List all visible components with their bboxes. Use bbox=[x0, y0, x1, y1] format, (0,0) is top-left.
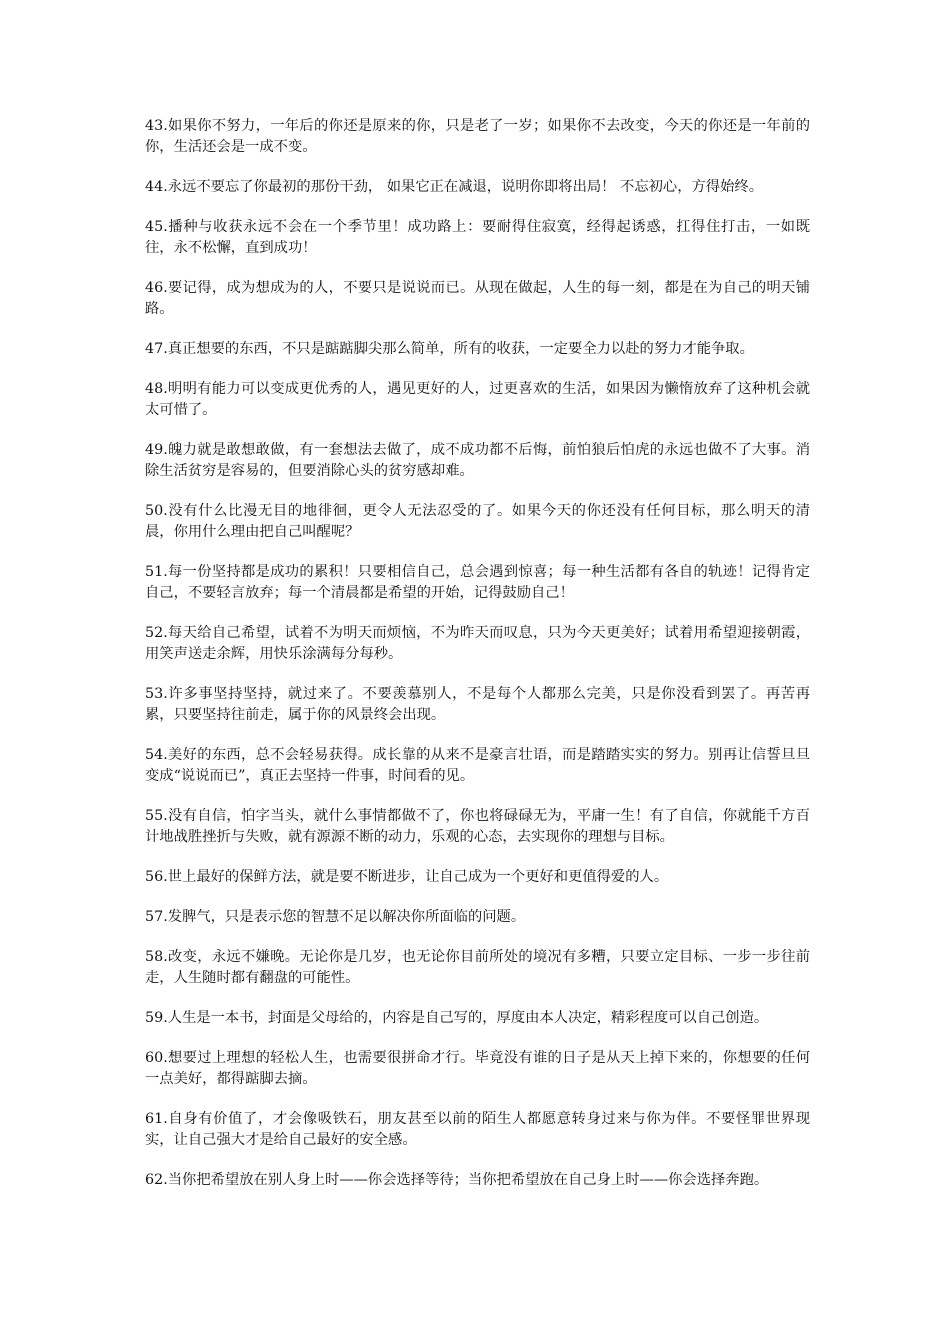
quote-48: 48.明明有能力可以变成更优秀的人，遇见更好的人，过更喜欢的生活，如果因为懒惰放弃了这种机会就太可惜了。 bbox=[145, 381, 810, 418]
quote-55: 55.没有自信，怕字当头，就什么事情都做不了，你也将碌碌无为，平庸一生！有了自信，你就能千方百计地战胜挫折与失败，就有源源不断的动力，乐观的心态，去实现你的理想与目标。 bbox=[145, 808, 810, 845]
quote-60: 60.想要过上理想的轻松人生，也需要很拼命才行。毕竟没有谁的日子是从天上掉下来的，你想要的任何一点美好，都得踮脚去摘。 bbox=[145, 1050, 810, 1087]
quote-58: 58.改变，永远不嫌晚。无论你是几岁，也无论你目前所处的境况有多糟，只要立定目标、一步一步往前走，人生随时都有翻盘的可能性。 bbox=[145, 949, 810, 986]
quote-47: 47.真正想要的东西，不只是踮踮脚尖那么简单，所有的收获，一定要全力以赴的努力才能争取。 bbox=[145, 341, 754, 357]
quote-62: 62.当你把希望放在别人身上时——你会选择等待；当你把希望放在自己身上时——你会选择奔跑。 bbox=[145, 1172, 769, 1188]
quote-49: 49.魄力就是敢想敢做，有一套想法去做了，成不成功都不后悔，前怕狼后怕虎的永远也做不了大事。消除生活贫穷是容易的，但要消除心头的贫穷感却难。 bbox=[145, 442, 810, 479]
quote-46: 46.要记得，成为想成为的人，不要只是说说而已。从现在做起，人生的每一刻，都是在为自己的明天铺路。 bbox=[145, 280, 810, 317]
quote-43: 43.如果你不努力，一年后的你还是原来的你，只是老了一岁；如果你不去改变，今天的你还是一年前的你，生活还会是一成不变。 bbox=[145, 118, 810, 155]
quote-50: 50.没有什么比漫无目的地徘徊，更令人无法忍受的了。如果今天的你还没有任何目标，那么明天的清晨，你用什么理由把自己叫醒呢？ bbox=[145, 503, 810, 540]
quote-57: 57.发脾气，只是表示您的智慧不足以解决你所面临的问题。 bbox=[145, 909, 526, 925]
quote-54: 54.美好的东西，总不会轻易获得。成长靠的从来不是豪言壮语，而是踏踏实实的努力。别再让信誓旦旦变成“说说而已”，真正去坚持一件事，时间看的见。 bbox=[145, 747, 810, 784]
quote-list bbox=[145, 116, 810, 1210]
quote-59: 59.人生是一本书，封面是父母给的，内容是自己写的，厚度由本人决定，精彩程度可以自己创造。 bbox=[145, 1010, 769, 1026]
quote-56: 56.世上最好的保鲜方法，就是要不断进步，让自己成为一个更好和更值得爱的人。 bbox=[145, 869, 669, 885]
quote-61: 61.自身有价值了，才会像吸铁石，朋友甚至以前的陌生人都愿意转身过来与你为伴。不要怪罪世界现实，让自己强大才是给自己最好的安全感。 bbox=[145, 1111, 810, 1148]
quote-44: 44.永远不要忘了你最初的那份干劲， 如果它正在减退，说明你即将出局！ 不忘初心，方得始终。 bbox=[145, 179, 763, 195]
quote-53: 53.许多事坚持坚持，就过来了。不要羡慕别人，不是每个人都那么完美，只是你没看到罢了。再苦再累，只要坚持往前走，属于你的风景终会出现。 bbox=[145, 686, 810, 723]
quote-45: 45.播种与收获永远不会在一个季节里！成功路上：要耐得住寂寞，经得起诱惑，扛得住打击，一如既往，永不松懈，直到成功！ bbox=[145, 219, 810, 256]
quote-51: 51.每一份坚持都是成功的累积！只要相信自己，总会遇到惊喜；每一种生活都有各自的轨迹！记得肯定自己，不要轻言放弃；每一个清晨都是希望的开始，记得鼓励自己！ bbox=[145, 564, 810, 601]
quote-52: 52.每天给自己希望，试着不为明天而烦恼，不为昨天而叹息，只为今天更美好；试着用希望迎接朝霞，用笑声送走余辉，用快乐涂满每分每秒。 bbox=[145, 625, 810, 662]
